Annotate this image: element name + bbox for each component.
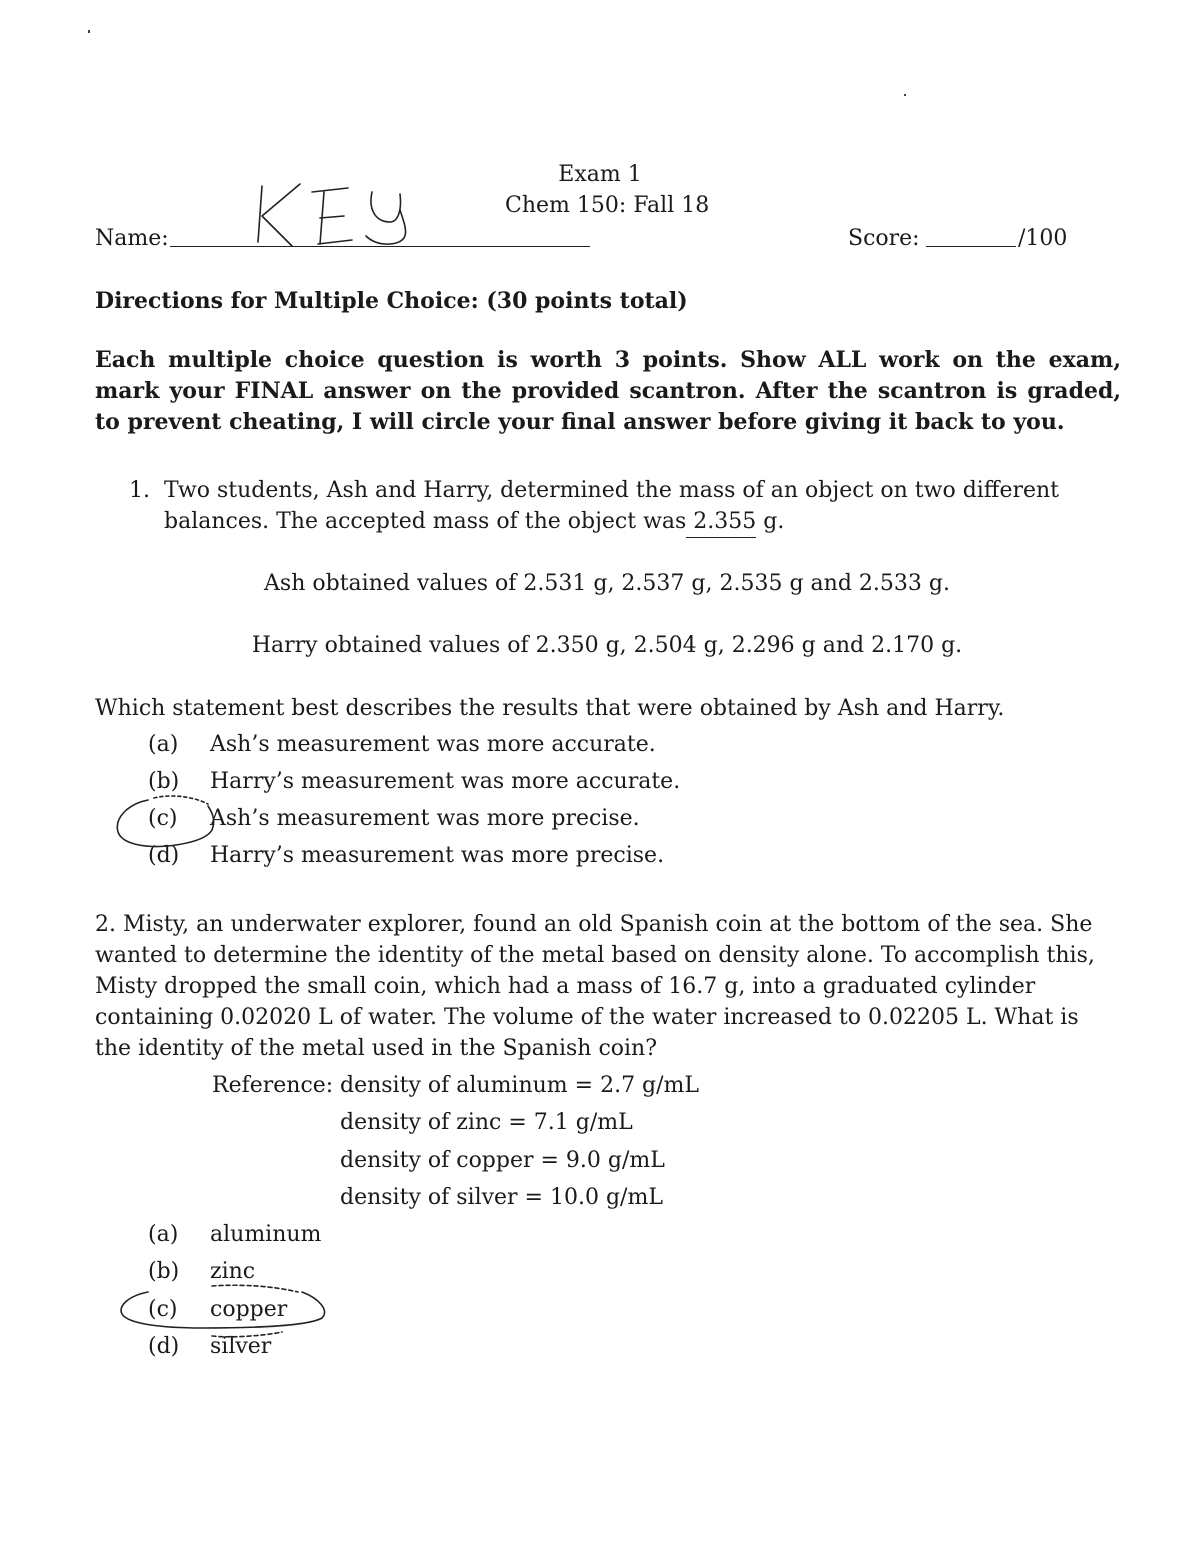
q1-option-c-letter: (c) <box>148 806 178 831</box>
q2-reference-copper: density of copper = 9.0 g/mL <box>340 1148 665 1173</box>
q2-reference-zinc: density of zinc = 7.1 g/mL <box>340 1110 633 1135</box>
directions-body: Each multiple choice question is worth 3 points. Show ALL work on the exam, mark your FINAL answer on the provided scantron. After the scantron is graded, to prevent cheating, I will circle your final answer before giving it back to you. <box>95 347 1121 435</box>
q1-prompt-line1: Two students, Ash and Harry, determined the mass of an object on two different <box>164 478 1060 503</box>
q2-line2: wanted to determine the identity of the metal based on density alone. To accomplish this, <box>95 943 1095 968</box>
q2-reference-label: Reference: <box>212 1073 334 1098</box>
score-label: Score: <box>848 226 920 251</box>
q1-option-a-letter: (a) <box>148 732 179 757</box>
q1-option-a-text: Ash’s measurement was more accurate. <box>210 732 656 757</box>
q1-option-d-text: Harry’s measurement was more precise. <box>210 843 665 868</box>
q2-reference-aluminum: density of aluminum = 2.7 g/mL <box>340 1073 700 1098</box>
q2-line4: containing 0.02020 L of water. The volume of the water increased to 0.02205 L. What is <box>95 1005 1079 1030</box>
scan-speck <box>88 30 90 33</box>
q1-option-d-letter: (d) <box>148 843 180 868</box>
q2-option-c-text: copper <box>210 1297 288 1322</box>
course-title: Chem 150: Fall 18 <box>505 193 710 218</box>
q2-option-a <box>148 1220 321 1250</box>
accepted-mass-underline <box>686 537 756 538</box>
scan-speck <box>904 94 906 96</box>
score-total: /100 <box>1018 226 1068 251</box>
q2-reference-silver: density of silver = 10.0 g/mL <box>340 1185 663 1210</box>
q2-option-b-letter: (b) <box>148 1259 180 1284</box>
q1-option-a <box>148 730 656 760</box>
q2-line3: Misty dropped the small coin, which had a mass of 16.7 g, into a graduated cylinder <box>95 974 1036 999</box>
name-handwritten <box>240 180 440 252</box>
q2-option-a-text: aluminum <box>210 1222 322 1247</box>
q1-option-b-text: Harry’s measurement was more accurate. <box>210 769 681 794</box>
score-underline <box>926 246 1016 247</box>
q1-number: 1. <box>129 478 150 503</box>
q1-ash-values: Ash obtained values of 2.531 g, 2.537 g, 2.535 g and 2.533 g. <box>264 571 950 596</box>
q1-option-c-text: Ash’s measurement was more precise. <box>210 806 640 831</box>
q1-question: Which statement best describes the results that were obtained by Ash and Harry. <box>95 696 1005 721</box>
q2-line1: 2. Misty, an underwater explorer, found an old Spanish coin at the bottom of the sea. She <box>95 912 1093 937</box>
q2-option-b-text: zinc <box>210 1259 256 1284</box>
directions-heading: Directions for Multiple Choice: (30 points total) <box>95 288 688 314</box>
q1-option-b-letter: (b) <box>148 769 180 794</box>
q2-option-d-letter: (d) <box>148 1334 180 1359</box>
q2-option-d-text: silver <box>210 1334 272 1359</box>
q1-answer-circle <box>108 790 238 860</box>
q2-option-c-letter: (c) <box>148 1297 178 1322</box>
q2-option-a-letter: (a) <box>148 1222 179 1247</box>
exam-title: Exam 1 <box>558 162 642 187</box>
name-label: Name: <box>95 226 169 251</box>
q2-line5: the identity of the metal used in the Spanish coin? <box>95 1036 658 1061</box>
q1-harry-values: Harry obtained values of 2.350 g, 2.504 g, 2.296 g and 2.170 g. <box>251 633 963 658</box>
q2-answer-circle <box>112 1280 342 1350</box>
q1-prompt-line2: balances. The accepted mass of the object was 2.355 g. <box>164 509 785 534</box>
